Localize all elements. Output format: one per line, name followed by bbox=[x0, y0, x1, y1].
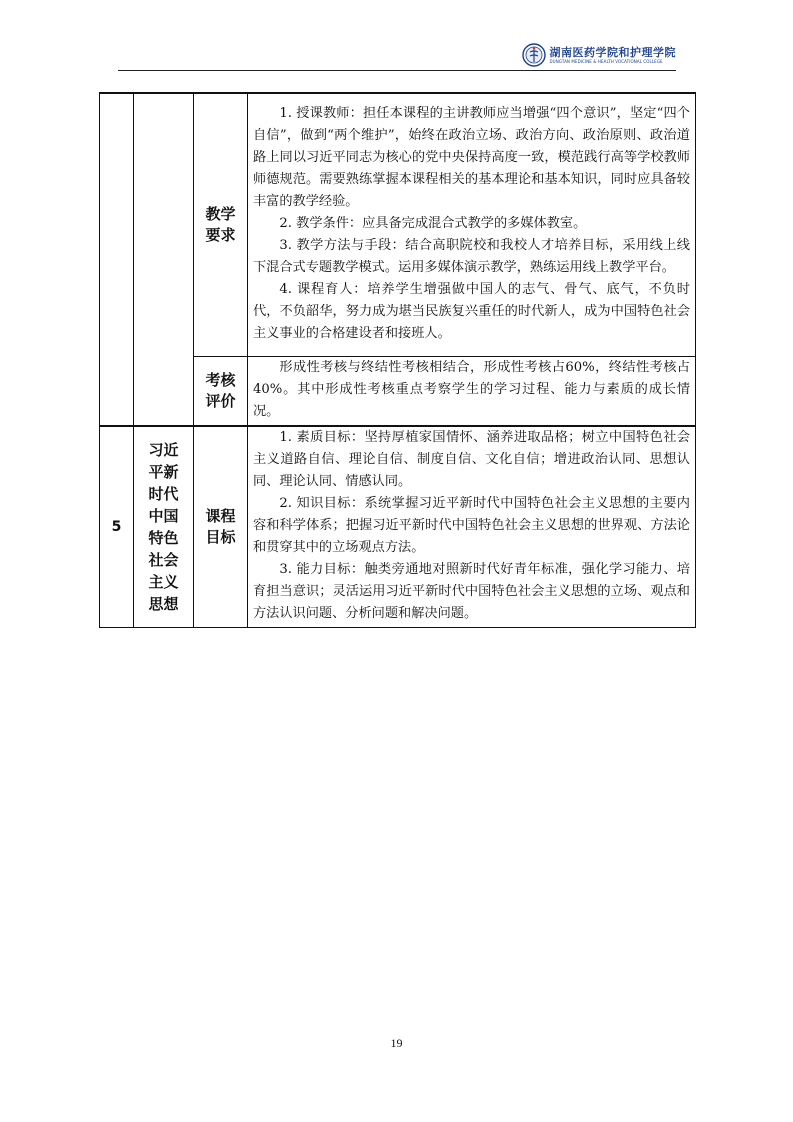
paragraph: 形成性考核与终结性考核相结合，形成性考核占60%，终结性考核占40%。其中形成性考核重点考察学生的学习过程、能力与素质的成长情况。 bbox=[253, 360, 690, 419]
section-label: 考核评价 bbox=[205, 371, 236, 410]
row-index: 5 bbox=[100, 426, 134, 628]
course-table bbox=[99, 92, 696, 628]
page-number: 19 bbox=[390, 1036, 403, 1050]
college-name-cn: 湖南医药学院和护理学院 bbox=[549, 45, 676, 59]
section-content-cell bbox=[248, 93, 696, 357]
section-label-cell bbox=[194, 426, 248, 628]
paragraph: 2. 教学条件：应具备完成混合式教学的多媒体教室。 bbox=[279, 216, 587, 231]
section-label: 课程目标 bbox=[205, 507, 236, 546]
paragraph: 1. 授课教师：担任本课程的主讲教师应当增强“四个意识”，坚定“四个自信”，做到“两个维护”，始终在政治立场、政治方向、政治原则、政治道路上同以习近平同志为核心的党中央保持高度一致，模范践行高等学校教师师德规范。需要熟练掌握本课程相关的基本理论和基本知识，同时应具备较丰富的教学经验。 bbox=[253, 106, 690, 209]
table-row bbox=[100, 426, 696, 628]
section-label-cell bbox=[194, 357, 248, 427]
section-content-cell bbox=[248, 426, 696, 628]
paragraph: 3. 教学方法与手段：结合高职院校和我校人才培养目标，采用线上线下混合式专题教学模式。运用多媒体演示教学，熟练运用线上教学平台。 bbox=[253, 238, 690, 275]
course-name: 习近平新时代中国特色社会主义思想 bbox=[148, 441, 179, 613]
paragraph: 4. 课程育人：培养学生增强做中国人的志气、骨气、底气，不负时代，不负韶华，努力成为堪当民族复兴重任的时代新人，成为中国特色社会主义事业的合格建设者和接班人。 bbox=[253, 282, 690, 341]
course-name-cell-empty bbox=[134, 93, 194, 426]
header-rule bbox=[118, 70, 676, 71]
paragraph: 1. 素质目标：坚持厚植家国情怀、涵养进取品格；树立中国特色社会主义道路自信、理论自信、制度自信、文化自信；增进政治认同、思想认同、理论认同、情感认同。 bbox=[253, 430, 690, 489]
college-emblem-icon bbox=[522, 43, 546, 67]
paragraph: 2. 知识目标：系统掌握习近平新时代中国特色社会主义思想的主要内容和科学体系；把握习近平新时代中国特色社会主义思想的世界观、方法论和贯穿其中的立场观点方法。 bbox=[253, 496, 690, 555]
section-content-cell bbox=[248, 357, 696, 427]
index-cell-empty bbox=[100, 93, 134, 426]
section-label-cell bbox=[194, 93, 248, 357]
course-name-cell bbox=[134, 426, 194, 628]
page-header bbox=[118, 40, 676, 71]
college-logo bbox=[522, 42, 677, 68]
table-row bbox=[100, 93, 696, 357]
college-name-en: DUNGTAN MEDICINE & HEALTH VOCATIONAL COLLEGE bbox=[549, 58, 663, 64]
section-label: 教学要求 bbox=[205, 205, 236, 244]
paragraph: 3. 能力目标：触类旁通地对照新时代好青年标准，强化学习能力、培育担当意识；灵活运用习近平新时代中国特色社会主义思想的立场、观点和方法认识问题、分析问题和解决问题。 bbox=[253, 562, 690, 621]
